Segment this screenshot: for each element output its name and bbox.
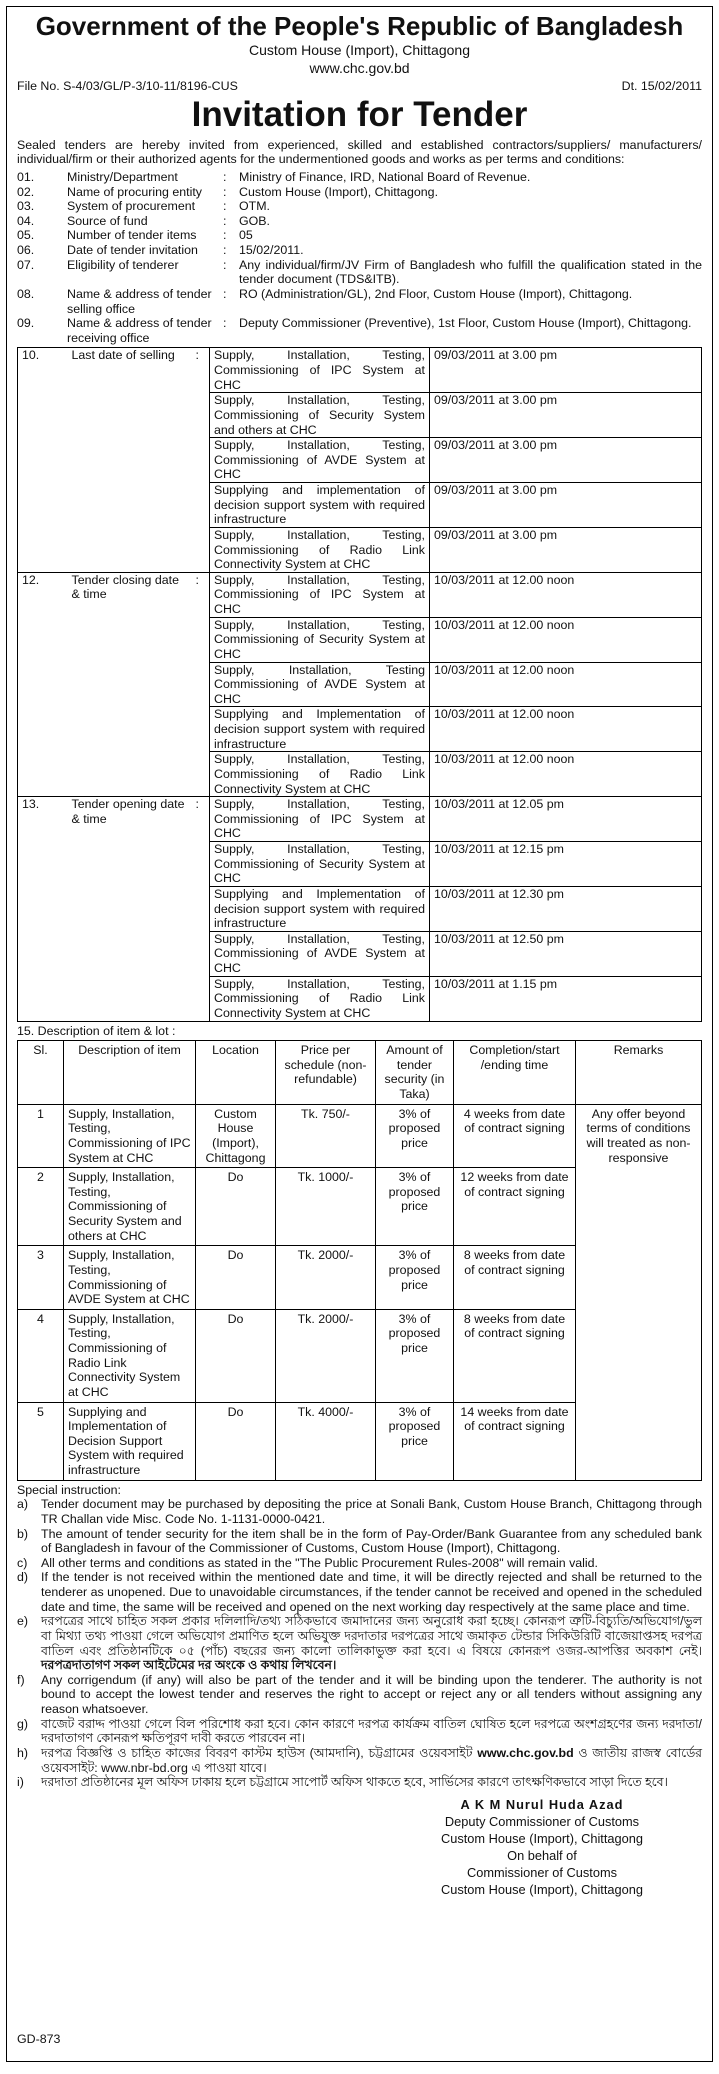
- special-text-main: দরদাতা প্রতিষ্ঠানের মূল অফিস ঢাকায় হলে চট্টগ্রামে সাপোর্ট অফিস থাকতে হবে, সার্ভিসের কারণে তাৎক্ষণিকভাবে সাড়া দিতে হবে।: [41, 1775, 668, 1790]
- info-label: Name of procuring entity: [67, 184, 202, 199]
- item-time: 12 weeks from date of contract signing: [454, 1168, 576, 1246]
- schedule-row: [18, 348, 702, 393]
- info-label: Name & address of tender selling office: [67, 286, 212, 316]
- info-number: 08.: [17, 286, 35, 301]
- schedule-date: 10/03/2011 at 12.00 noon: [430, 572, 702, 617]
- info-label: System of procurement: [67, 199, 196, 214]
- special-text: [41, 1673, 702, 1717]
- item-location: Do: [196, 1246, 276, 1310]
- info-value: Custom House (Import), Chittagong.: [239, 184, 439, 199]
- info-colon: :: [223, 213, 227, 228]
- item-remarks: [576, 1168, 702, 1246]
- special-item: [17, 1673, 702, 1717]
- special-text: [41, 1614, 702, 1673]
- special-text-main: দরপত্র বিজ্ঞপ্তি ও চাহিত কাজের বিবরণ কাস্টম হাউস (আমদানি), চট্টগ্রামের ওয়েবসাইট: [41, 1745, 473, 1760]
- schedule-date: 10/03/2011 at 12.50 pm: [430, 931, 702, 976]
- on-behalf: On behalf of: [507, 1847, 577, 1863]
- items-header-cell: Description of item: [64, 1041, 196, 1105]
- special-text-main: বাজেট বরাদ্দ পাওয়া গেলে বিল পরিশোধ করা হবে। কোন কারণে দরপত্র কার্যক্রম বাতিল ঘোষিত হলে দরপত্রে অংশগ্রহণের জন্য দরদাতা/দরদাতাগণ কোনরূপ ক্ষতিপূরণ দাবী করতে পারবেন না।: [41, 1716, 702, 1746]
- intro-paragraph: Sealed tenders are hereby invited from experienced, skilled and established contractors/suppliers/ manufacturers/ individual/firm or their authorized agents for the undermentioned goods and works as per terms and conditions:: [17, 137, 702, 167]
- special-key: h): [17, 1745, 29, 1760]
- schedule-item: Supply, Installation, Testing, Commissioning of Security System at CHC: [210, 842, 430, 887]
- special-text-main: All other terms and conditions as stated in the "The Public Procurement Rules-2008" will remain valid.: [41, 1555, 599, 1570]
- items-header-cell: Price per schedule (non-refundable): [276, 1041, 376, 1105]
- schedule-item: Supply, Installation, Testing, Commissioning of IPC System at CHC: [210, 572, 430, 617]
- schedule-item: Supply, Installation, Testing Commissioning of AVDE System at CHC: [210, 662, 430, 707]
- schedule-date: 10/03/2011 at 12.15 pm: [430, 842, 702, 887]
- item-location: Do: [196, 1402, 276, 1480]
- schedule-row: [18, 797, 702, 842]
- items-header-cell: Sl.: [18, 1041, 64, 1105]
- info-value: RO (Administration/GL), 2nd Floor, Custom House (Import), Chittagong.: [239, 286, 633, 301]
- special-text-tail: ও জাতীয় রাজস্ব বোর্ডের ওয়েবসাইট: www.nbr-bd.org এ পাওয়া যাবে।: [41, 1745, 702, 1775]
- item-location: Custom House (Import), Chittagong: [196, 1104, 276, 1168]
- item-description: Supplying and Implementation of Decision Support System with required infrastructure: [64, 1402, 196, 1480]
- special-text-main: Any corrigendum (if any) will also be part of the tender and it will be binding upon the tenderer. The authority is not bound to accept the lowest tender and reserves the right to accept or reject any or all tenders without assigning any reason whatsoever.: [41, 1672, 702, 1716]
- special-key: i): [17, 1775, 24, 1790]
- info-row: [17, 287, 702, 316]
- schedule-item: Supply, Installation, Testing, Commissioning of IPC System at CHC: [210, 348, 430, 393]
- office-name: Custom House (Import), Chittagong: [249, 42, 470, 58]
- item-security: 3% of proposed price: [376, 1402, 454, 1480]
- item-serial: 3: [18, 1246, 64, 1310]
- special-text-bold: দরপত্রদাতাগণ সকল আইটেমের দর অংকে ও কথায় লিখবেন।: [41, 1658, 337, 1673]
- items-header-cell: Amount of tender security (in Taka): [376, 1041, 454, 1105]
- schedule-colon: :: [192, 348, 210, 572]
- commissioner-office: Custom House (Import), Chittagong: [441, 1881, 643, 1897]
- schedule-date: 10/03/2011 at 12.30 pm: [430, 886, 702, 931]
- schedule-table: [17, 347, 702, 1021]
- government-heading: Government of the People's Republic of Bangladesh: [35, 11, 684, 41]
- special-key: g): [17, 1716, 29, 1731]
- special-text-bold: www.chc.gov.bd: [472, 1745, 574, 1760]
- item-remarks: [576, 1246, 702, 1310]
- tender-notice: [6, 6, 713, 2062]
- item-time: 8 weeks from date of contract signing: [454, 1246, 576, 1310]
- item-security: 3% of proposed price: [376, 1309, 454, 1402]
- special-text-main: দরপত্রের সাথে চাহিত সকল প্রকার দলিলাদি/তথ্য সঠিকভাবে জমাদানের জন্য অনুরোধ করা হচ্ছে। কোনরূপ ত্রুটি-বিচ্যুতি/অভিযোগ/ভুল বা মিথ্যা তথ্য পাওয়া গেলে অভিযোগ প্রমাণিত হলে অভিযুক্ত দরদাতার দরপত্রের সাথে জমাকৃত টেন্ডার সিকিউরিটি বাজেয়াপ্তসহ দরপত্র বাতিল এবং প্রতিষ্ঠানটিকে ০৫ (পাঁচ) বছরের জন্য কালো তালিকাভুক্ত করা হবে। এ বিষয়ে কোনরূপ ওজর-আপত্তির অবকাশ নেই।: [41, 1614, 702, 1658]
- info-row: [17, 199, 702, 214]
- items-header-cell: Remarks: [576, 1041, 702, 1105]
- special-item: [17, 1717, 702, 1746]
- info-list: [17, 170, 702, 346]
- schedule-date: 09/03/2011 at 3.00 pm: [430, 483, 702, 528]
- info-number: 01.: [17, 169, 35, 184]
- items-header-row: [18, 1041, 702, 1105]
- item-remarks: Any offer beyond terms of conditions will treated as non-responsive: [576, 1104, 702, 1168]
- schedule-date: 10/03/2011 at 12.00 noon: [430, 617, 702, 662]
- table-row: [18, 1246, 702, 1310]
- info-number: 05.: [17, 228, 35, 243]
- special-list: [17, 1497, 702, 1790]
- special-text: [41, 1570, 702, 1614]
- table-row: [18, 1168, 702, 1246]
- schedule-label: Last date of selling: [68, 348, 192, 572]
- info-colon: :: [223, 228, 227, 243]
- special-item: [17, 1497, 702, 1526]
- info-row: [17, 243, 702, 258]
- info-number: 04.: [17, 213, 35, 228]
- item-serial: 4: [18, 1309, 64, 1402]
- schedule-date: 10/03/2011 at 12.00 noon: [430, 662, 702, 707]
- special-text: [41, 1497, 702, 1526]
- special-item: [17, 1614, 702, 1673]
- ad-code: GD-873: [17, 2032, 61, 2047]
- schedule-date: 10/03/2011 at 12.00 noon: [430, 707, 702, 752]
- items-header-cell: Completion/start /ending time: [454, 1041, 576, 1105]
- item-location: Do: [196, 1309, 276, 1402]
- info-colon: :: [223, 199, 227, 214]
- items-caption: 15. Description of item & lot :: [17, 1023, 176, 1038]
- info-row: [17, 258, 702, 287]
- table-row: [18, 1309, 702, 1402]
- schedule-item: Supplying and Implementation of decision support system with required infrastructure: [210, 707, 430, 752]
- schedule-date: 09/03/2011 at 3.00 pm: [430, 438, 702, 483]
- notice-date: Dt. 15/02/2011: [621, 79, 702, 93]
- special-text-main: Tender document may be purchased by depositing the price at Sonali Bank, Custom House Branch, Chittagong through TR Challan vide Misc. Code No. 1-1131-0000-0421.: [41, 1497, 702, 1526]
- info-colon: :: [223, 316, 227, 331]
- info-value: OTM.: [239, 199, 270, 214]
- schedule-item: Supply, Installation, Testing, Commissioning of Security System at CHC: [210, 617, 430, 662]
- item-location: Do: [196, 1168, 276, 1246]
- special-title: Special instruction:: [17, 1482, 121, 1497]
- item-price: Tk. 2000/-: [276, 1246, 376, 1310]
- schedule-item: Supply, Installation, Testing, Commissioning of Radio Link Connectivity System at CHC: [210, 527, 430, 572]
- schedule-item: Supply, Installation, Testing, Commissioning of AVDE System at CHC: [210, 931, 430, 976]
- special-text: [41, 1527, 702, 1556]
- schedule-colon: :: [192, 797, 210, 1021]
- file-line: [17, 79, 702, 94]
- item-description: Supply, Installation, Testing, Commissioning of Security System and others at CHC: [64, 1168, 196, 1246]
- schedule-item: Supply, Installation, Testing, Commissioning of AVDE System at CHC: [210, 438, 430, 483]
- info-value: Ministry of Finance, IRD, National Board of Revenue.: [239, 169, 531, 184]
- item-security: 3% of proposed price: [376, 1246, 454, 1310]
- signature-block: [382, 1796, 702, 1898]
- schedule-item: Supply, Installation, Testing, Commissioning of IPC System at CHC: [210, 797, 430, 842]
- schedule-row: [18, 572, 702, 617]
- info-value: 05: [239, 228, 253, 243]
- info-number: 02.: [17, 184, 35, 199]
- schedule-date: 10/03/2011 at 1.15 pm: [430, 976, 702, 1021]
- special-item: [17, 1775, 702, 1790]
- file-number: File No. S-4/03/GL/P-3/10-11/8196-CUS: [17, 79, 238, 93]
- item-price: Tk. 750/-: [276, 1104, 376, 1168]
- special-key: a): [17, 1497, 29, 1512]
- items-header-cell: Location: [196, 1041, 276, 1105]
- info-row: [17, 214, 702, 229]
- schedule-date: 09/03/2011 at 3.00 pm: [430, 393, 702, 438]
- info-label: Eligibility of tenderer: [67, 257, 179, 272]
- item-serial: 2: [18, 1168, 64, 1246]
- item-serial: 1: [18, 1104, 64, 1168]
- item-serial: 5: [18, 1402, 64, 1480]
- item-security: 3% of proposed price: [376, 1168, 454, 1246]
- special-item: [17, 1570, 702, 1614]
- info-value: Deputy Commissioner (Preventive), 1st Floor, Custom House (Import), Chittagong.: [239, 316, 692, 331]
- schedule-date: 10/03/2011 at 12.05 pm: [430, 797, 702, 842]
- schedule-item: Supplying and Implementation of decision support system with required infrastructure: [210, 886, 430, 931]
- item-price: Tk. 2000/-: [276, 1309, 376, 1402]
- special-text: [41, 1746, 702, 1775]
- special-key: d): [17, 1570, 29, 1585]
- item-description: Supply, Installation, Testing, Commissioning of AVDE System at CHC: [64, 1246, 196, 1310]
- info-row: [17, 228, 702, 243]
- special-text: [41, 1717, 702, 1746]
- info-colon: :: [223, 184, 227, 199]
- table-row: [18, 1402, 702, 1480]
- special-key: b): [17, 1526, 29, 1541]
- info-colon: :: [223, 257, 227, 272]
- commissioner: Commissioner of Customs: [466, 1864, 618, 1880]
- info-label: Ministry/Department: [67, 169, 178, 184]
- schedule-label: Tender closing date & time: [68, 572, 192, 796]
- item-remarks: [576, 1309, 702, 1402]
- special-key: f): [17, 1672, 25, 1687]
- page-title: Invitation for Tender: [191, 94, 528, 134]
- signatory-name: A K M Nurul Huda Azad: [460, 1796, 624, 1812]
- info-value: Any individual/firm/JV Firm of Bangladesh who fulfill the qualification stated in the tender document (TDS&ITB).: [239, 257, 702, 287]
- special-text: [41, 1556, 702, 1571]
- item-price: Tk. 4000/-: [276, 1402, 376, 1480]
- special-item: [17, 1556, 702, 1571]
- info-number: 06.: [17, 243, 35, 257]
- website-text: www.chc.gov.bd: [309, 60, 410, 76]
- signatory-office: Custom House (Import), Chittagong: [441, 1830, 643, 1846]
- info-value: GOB.: [239, 213, 270, 228]
- item-price: Tk. 1000/-: [276, 1168, 376, 1246]
- item-security: 3% of proposed price: [376, 1104, 454, 1168]
- schedule-item: Supply, Installation, Testing, Commissioning of Security System and others at CHC: [210, 393, 430, 438]
- info-row: [17, 185, 702, 200]
- schedule-item: Supplying and implementation of decision support system with required infrastructure: [210, 483, 430, 528]
- schedule-number: 13.: [18, 797, 68, 1021]
- info-label: Source of fund: [67, 213, 148, 228]
- items-table: [17, 1040, 702, 1481]
- schedule-number: 10.: [18, 348, 68, 572]
- info-value: 15/02/2011.: [239, 243, 304, 257]
- item-remarks: [576, 1402, 702, 1480]
- schedule-date: 09/03/2011 at 3.00 pm: [430, 348, 702, 393]
- info-colon: :: [223, 286, 227, 301]
- info-label: Name & address of tender receiving office: [67, 316, 212, 345]
- special-item: [17, 1746, 702, 1775]
- info-label: Number of tender items: [67, 228, 197, 243]
- schedule-item: Supply, Installation, Testing, Commissioning of Radio Link Connectivity System at CHC: [210, 752, 430, 797]
- special-item: [17, 1527, 702, 1556]
- special-key: e): [17, 1614, 29, 1629]
- signatory-designation: Deputy Commissioner of Customs: [444, 1813, 640, 1829]
- special-text-main: The amount of tender security for the item shall be in the form of Pay-Order/Bank Guarantee from any scheduled bank of Bangladesh in favour of the Commissioner of Customs, Custom House (Import), Chittagong.: [41, 1526, 702, 1556]
- schedule-number: 12.: [18, 572, 68, 796]
- info-row: [17, 170, 702, 185]
- schedule-label: Tender opening date & time: [68, 797, 192, 1021]
- info-row: [17, 316, 702, 345]
- item-time: 14 weeks from date of contract signing: [454, 1402, 576, 1480]
- schedule-colon: :: [192, 572, 210, 796]
- info-colon: :: [223, 243, 227, 257]
- info-number: 07.: [17, 257, 35, 272]
- item-time: 8 weeks from date of contract signing: [454, 1309, 576, 1402]
- info-number: 03.: [17, 199, 35, 214]
- special-text: [41, 1775, 702, 1790]
- info-colon: :: [223, 169, 227, 184]
- schedule-date: 10/03/2011 at 12.00 noon: [430, 752, 702, 797]
- item-description: Supply, Installation, Testing, Commissioning of Radio Link Connectivity System at CHC: [64, 1309, 196, 1402]
- table-row: [18, 1104, 702, 1168]
- info-label: Date of tender invitation: [67, 243, 198, 257]
- schedule-date: 09/03/2011 at 3.00 pm: [430, 527, 702, 572]
- info-number: 09.: [17, 316, 35, 331]
- special-text-main: If the tender is not received within the mentioned date and time, it will be directly rejected and shall be returned to the tenderer as unopened. Due to unavoidable circumstances, if the tender cannot be received and opened in the scheduled date and time, the same will be received and opened on the next working day respectively at the same place and time.: [41, 1570, 702, 1614]
- item-time: 4 weeks from date of contract signing: [454, 1104, 576, 1168]
- special-key: c): [17, 1555, 28, 1570]
- schedule-item: Supply, Installation, Testing, Commissioning of Radio Link Connectivity System at CHC: [210, 976, 430, 1021]
- item-description: Supply, Installation, Testing, Commissioning of IPC System at CHC: [64, 1104, 196, 1168]
